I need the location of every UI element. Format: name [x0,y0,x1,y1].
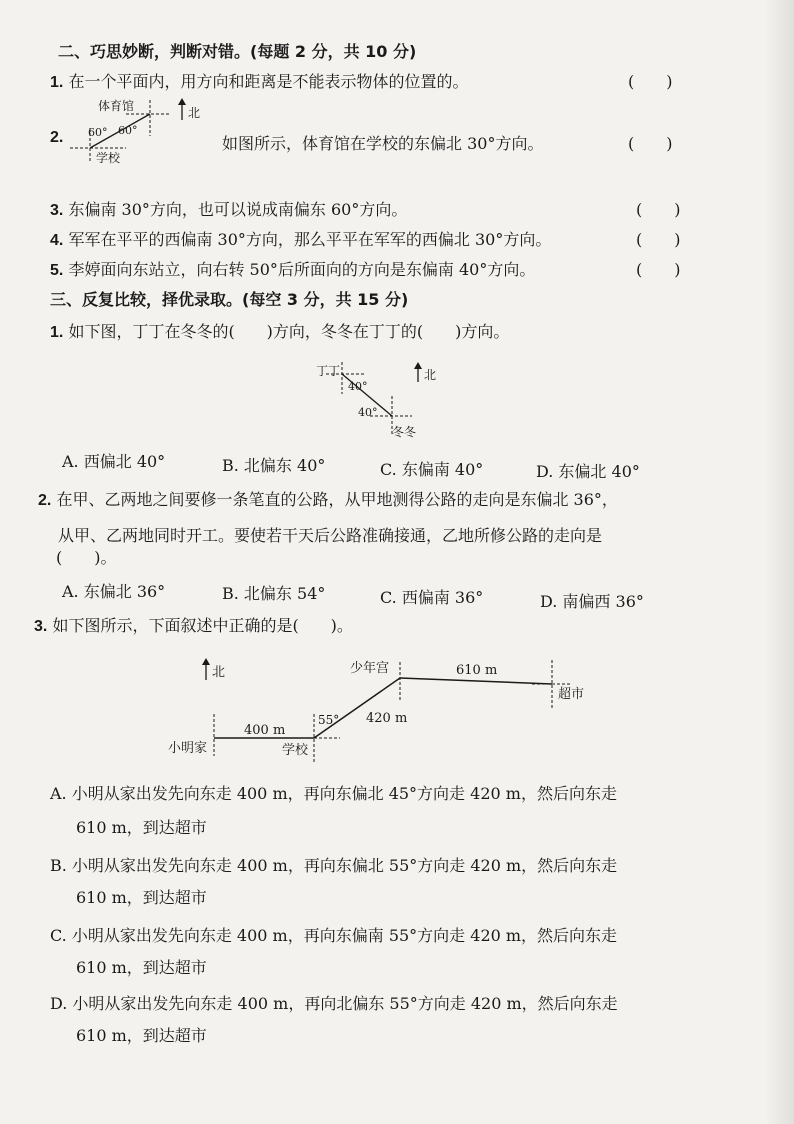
tf-item-5-answer-blank[interactable]: ( ) [636,260,681,279]
angle-label-bottom: 40° [358,406,378,419]
dingding-label: 丁丁 [316,364,341,378]
tf-item-5-text: 李婷面向东站立，向右转 50°后所面向的方向是东偏南 40°方向。 [68,260,536,279]
page-edge-shadow [764,0,794,1124]
mc-q3-number: 3. [34,618,48,635]
north-arrowhead-icon [178,98,186,105]
angle-label-right: 60° [118,124,138,137]
mc-q3-option-b-cont: 610 m，到达超市 [76,888,207,907]
tf-item-5 [50,260,535,281]
school-label: 学校 [96,151,121,165]
hall-label: 体育馆 [98,99,135,113]
tf-item-5-number: 5. [50,262,64,279]
mc-q3-option-c-cont: 610 m，到达超市 [76,958,207,977]
angle-label-top: 40° [348,380,368,393]
mc-q3-option-d-cont: 610 m，到达超市 [76,1026,207,1045]
mc-q2-option-c[interactable]: C. 西偏南 36° [380,588,484,607]
tf-item-3-text: 东偏南 30°方向，也可以说成南偏东 60°方向。 [68,200,408,219]
tf-item-4-answer-blank[interactable]: ( ) [636,230,681,249]
sports-hall-school-figure [66,96,216,166]
tf-item-1-text: 在一个平面内，用方向和距离是不能表示物体的位置的。 [68,72,469,91]
mc-q2-line-1 [38,490,618,511]
dingding-dongdong-figure [312,358,452,442]
mc-q3-option-c[interactable]: C. 小明从家出发先向东走 400 m，再向东偏南 55°方向走 420 m，然后向东走 [50,926,618,945]
section-3-heading: 三、反复比较，择优录取。(每空 3 分，共 15 分) [50,290,409,309]
palace-market-path [400,678,552,684]
tf-item-3-number: 3. [50,202,64,219]
tf-item-2-text: 如图所示，体育馆在学校的东偏北 30°方向。 [222,134,544,153]
mc-q1 [50,322,509,343]
tf-item-4-text: 军军在平平的西偏南 30°方向，那么平平在军军的西偏北 30°方向。 [68,230,552,249]
angle-label: 55° [318,713,340,727]
distance-610: 610 m [456,663,498,678]
mc-q2-text-2: 从甲、乙两地同时开工。要使若干天后公路准确接通，乙地所修公路的走向是 [58,526,603,545]
mc-q2-option-d[interactable]: D. 南偏西 36° [540,592,644,611]
tf-item-1-number: 1. [50,74,64,91]
tf-item-3 [50,200,407,221]
mc-q2-option-a[interactable]: A. 东偏北 36° [62,582,166,601]
section-2-heading: 二、巧思妙断，判断对错。(每题 2 分，共 10 分) [58,42,417,61]
mc-q3-option-a-cont: 610 m，到达超市 [76,818,207,837]
market-label: 超市 [558,687,585,702]
north-arrowhead-icon [202,658,210,665]
mc-q1-option-b[interactable]: B. 北偏东 40° [222,456,326,475]
mc-q1-text: 如下图，丁丁在冬冬的( )方向，冬冬在丁丁的( )方向。 [68,322,510,341]
mc-q1-number: 1. [50,324,64,341]
route-map-figure [160,652,600,764]
north-label: 北 [212,665,226,680]
mc-q2-number: 2. [38,492,52,509]
home-label: 小明家 [168,741,208,756]
north-label: 北 [188,106,201,120]
tf-item-1-answer-blank[interactable]: ( ) [628,72,673,91]
mc-q2-text-3[interactable]: ( )。 [56,548,117,567]
school-palace-path [314,678,400,738]
mc-q3-option-d[interactable]: D. 小明从家出发先向东走 400 m，再向北偏东 55°方向走 420 m，然后向东走 [50,994,618,1013]
tf-item-4-number: 4. [50,232,64,249]
palace-label: 少年宫 [350,661,390,676]
mc-q1-option-c[interactable]: C. 东偏南 40° [380,460,484,479]
angle-label-left: 60° [88,126,108,139]
mc-q3-option-a[interactable]: A. 小明从家出发先向东走 400 m，再向东偏北 45°方向走 420 m，然后向东走 [50,784,617,803]
tf-item-4 [50,230,551,251]
tf-item-2-number: 2. [50,129,64,146]
mc-q2-text-1: 在甲、乙两地之间要修一条笔直的公路，从甲地测得公路的走向是东偏北 36°， [56,490,618,509]
school-label: 学校 [282,743,309,758]
mc-q3-option-b[interactable]: B. 小明从家出发先向东走 400 m，再向东偏北 55°方向走 420 m，然后向东走 [50,856,618,875]
dongdong-label: 冬冬 [392,425,417,439]
mc-q2-option-b[interactable]: B. 北偏东 54° [222,584,326,603]
mc-q3 [34,616,353,637]
tf-item-3-answer-blank[interactable]: ( ) [636,200,681,219]
mc-q3-text: 如下图所示，下面叙述中正确的是( )。 [52,616,353,635]
north-arrowhead-icon [414,362,422,369]
tf-item-2-answer-blank[interactable]: ( ) [628,134,673,153]
distance-400: 400 m [244,723,286,738]
north-label: 北 [424,368,437,382]
tf-item-1 [50,72,468,93]
distance-420: 420 m [366,711,408,726]
mc-q1-option-a[interactable]: A. 西偏北 40° [62,452,166,471]
mc-q1-option-d[interactable]: D. 东偏北 40° [536,462,640,481]
